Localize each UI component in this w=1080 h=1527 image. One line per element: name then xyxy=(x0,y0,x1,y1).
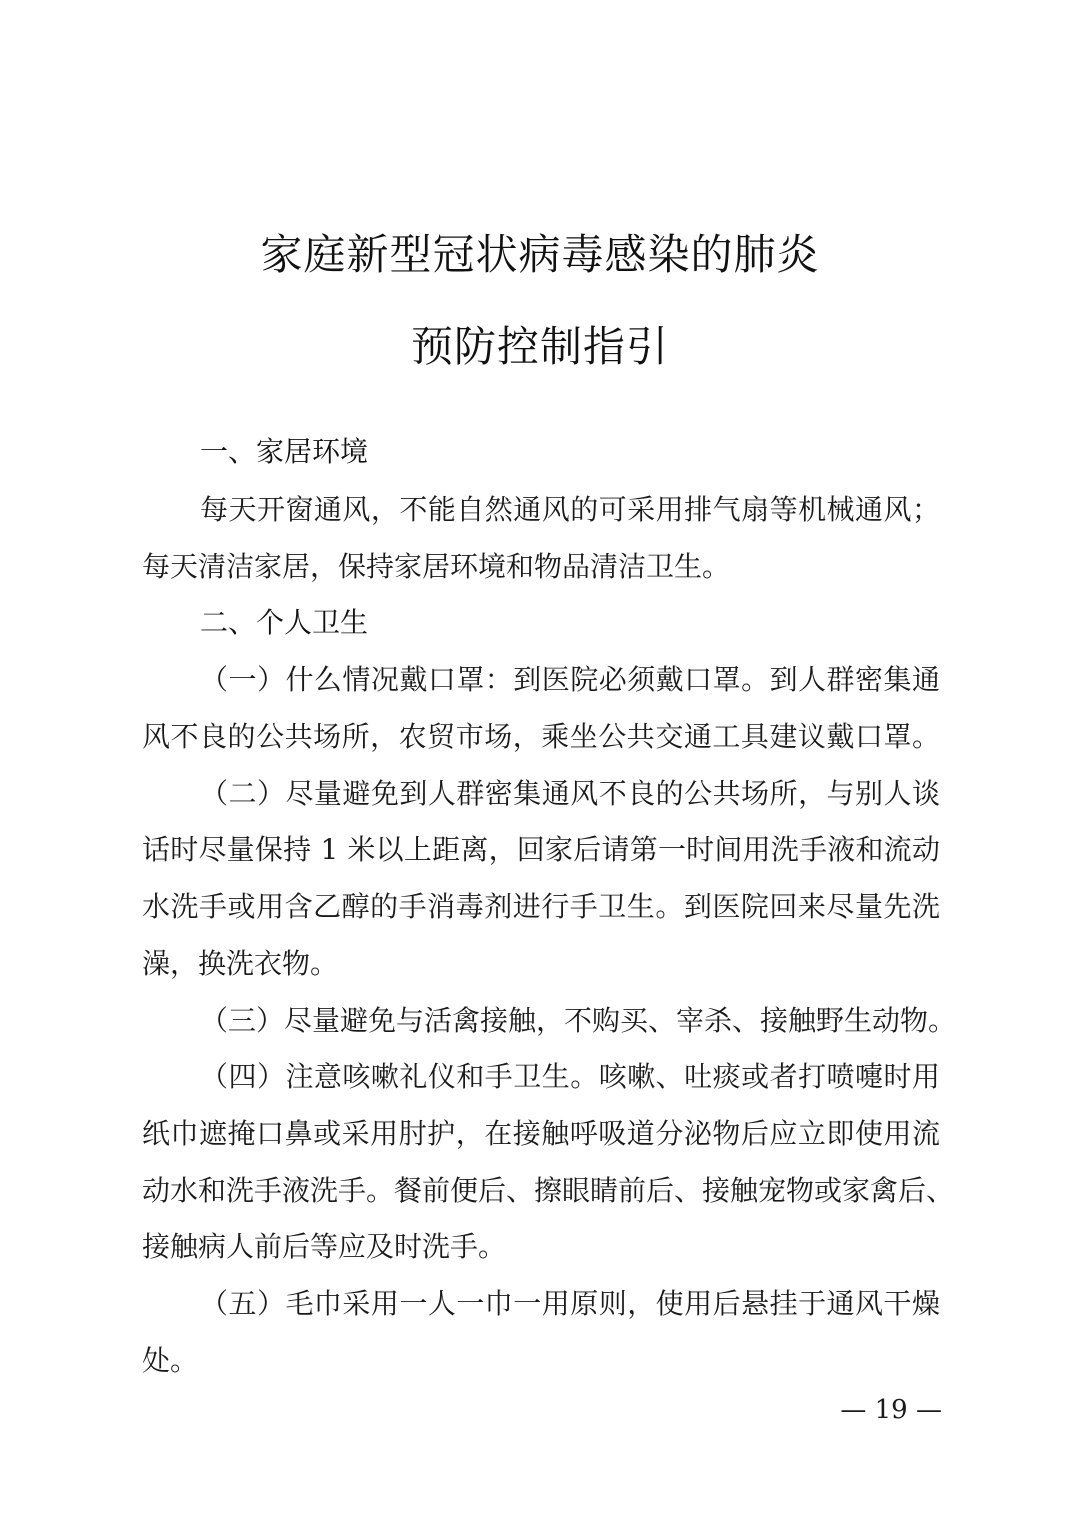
paragraph-line: 澡，换洗衣物。 xyxy=(142,947,339,980)
paragraph-line: 处。 xyxy=(142,1344,199,1377)
title-line-1: 家庭新型冠状病毒感染的肺炎 xyxy=(260,230,820,279)
paragraph-line: 话时尽量保持 1 米以上距离，回家后请第一时间用洗手液和流动 xyxy=(142,833,940,866)
paragraph-line: 动水和洗手液洗手。餐前便后、擦眼睛前后、接触宠物或家禽后、 xyxy=(142,1174,955,1207)
paragraph-line: 风不良的公共场所，农贸市场，乘坐公共交通工具建议戴口罩。 xyxy=(142,720,940,753)
paragraph-line: 每天开窗通风，不能自然通风的可采用排气扇等机械通风； xyxy=(200,493,940,526)
paragraph-line: 每天清洁家居，保持家居环境和物品清洁卫生。 xyxy=(142,550,731,583)
paragraph-line: 纸巾遮掩口鼻或采用肘护，在接触呼吸道分泌物后应立即使用流 xyxy=(142,1117,940,1150)
title-line-2: 预防控制指引 xyxy=(410,322,669,371)
paragraph-line: 接触病人前后等应及时洗手。 xyxy=(142,1230,507,1263)
paragraph-line: 水洗手或用含乙醇的手消毒剂进行手卫生。到医院回来尽量先洗 xyxy=(142,890,940,923)
section-heading: 二、个人卫生 xyxy=(200,606,369,639)
section-heading: 一、家居环境 xyxy=(200,435,369,468)
paragraph-line: （三）尽量避免与活禽接触，不购买、宰杀、接触野生动物。 xyxy=(200,1004,957,1037)
paragraph-line: （二）尽量避免到人群密集通风不良的公共场所，与别人谈 xyxy=(200,777,940,810)
page-number: — 19 — xyxy=(840,1395,942,1425)
paragraph-line: （一）什么情况戴口罩：到医院必须戴口罩。到人群密集通 xyxy=(200,663,940,696)
paragraph-line: （五）毛巾采用一人一巾一用原则，使用后悬挂于通风干燥 xyxy=(200,1287,940,1320)
paragraph-line: （四）注意咳嗽礼仪和手卫生。咳嗽、吐痰或者打喷嚏时用 xyxy=(200,1060,940,1093)
